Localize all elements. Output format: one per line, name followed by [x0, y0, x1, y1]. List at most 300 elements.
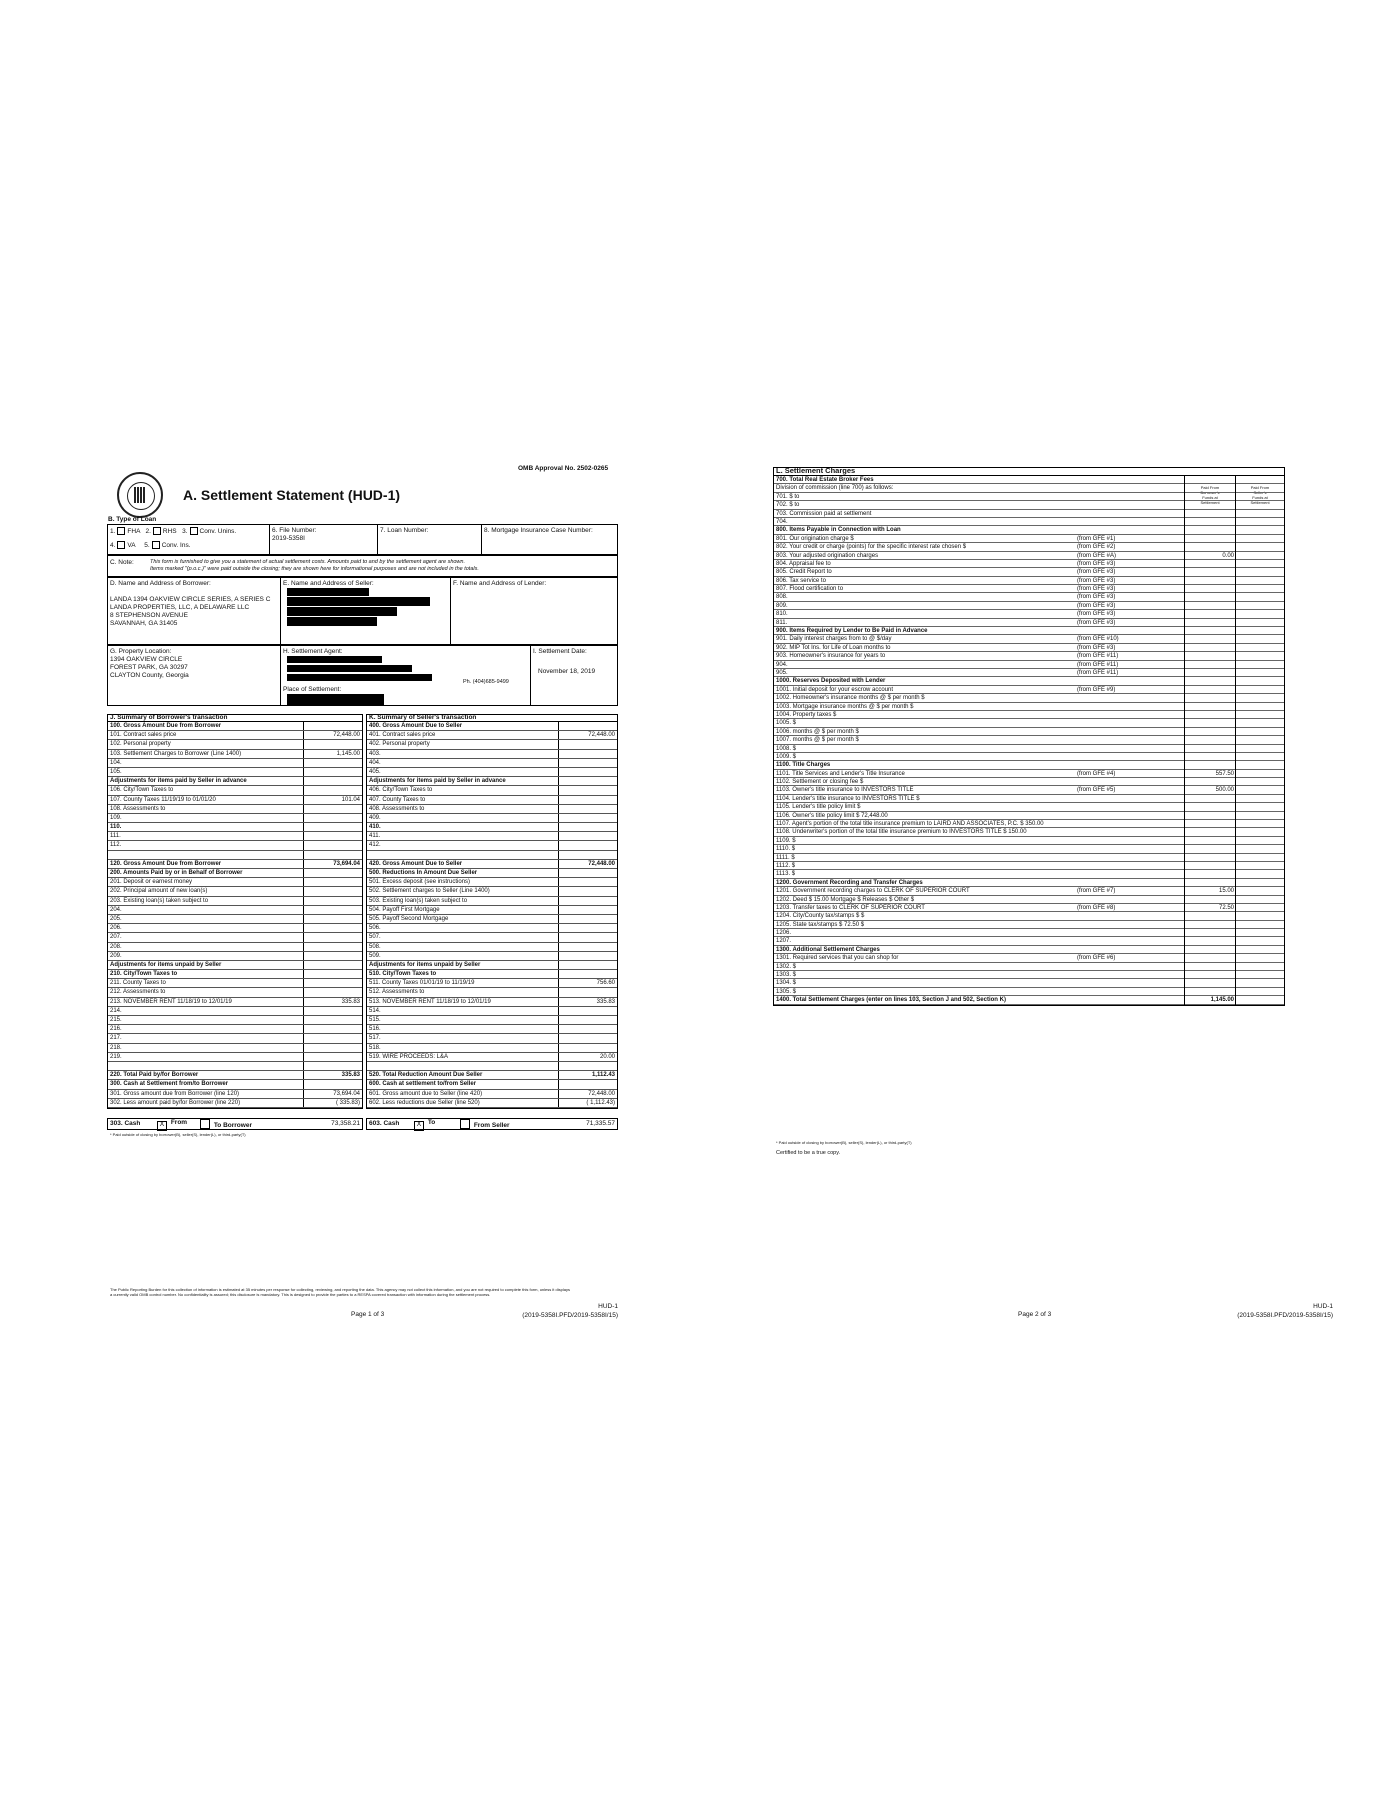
column-divider — [1184, 761, 1185, 769]
seller-summary-row-label: Adjustments for items unpaid by Seller — [369, 961, 481, 968]
column-divider — [1235, 820, 1236, 828]
borrower-summary-row-label: 112. — [110, 842, 122, 849]
charge-label: 1303. $ — [776, 972, 797, 979]
amount-column-divider — [558, 943, 559, 951]
gfe-reference: (from GFE #5) — [1077, 787, 1116, 794]
column-divider — [1235, 870, 1236, 878]
amount-column-divider — [303, 897, 304, 905]
borrower-summary-row-amount: 335.83 — [341, 998, 360, 1005]
charge-label: 802. Your credit or charge (points) for the specific interest rate chosen $ — [776, 544, 967, 551]
seller-summary-table — [366, 722, 618, 1109]
amount-column-divider — [303, 841, 304, 849]
column-divider — [1184, 619, 1185, 627]
cash-303-to-borrower-checkbox[interactable] — [200, 1119, 210, 1129]
column-divider — [1235, 484, 1236, 492]
settlement-charge-row — [774, 619, 1284, 627]
seller-summary-row-label: 518. — [369, 1044, 381, 1051]
cash-603-to-checkbox[interactable]: X — [414, 1121, 424, 1131]
settlement-charge-row — [774, 686, 1284, 694]
settlement-charge-row — [774, 971, 1284, 979]
charge-label: 1001. Initial deposit for your escrow account — [776, 686, 894, 693]
gfe-reference: (from GFE #3) — [1077, 644, 1116, 651]
borrower-summary-row-label: 211. County Taxes to — [110, 980, 166, 987]
seller-summary-row-label: Adjustments for items paid by Seller in advance — [369, 778, 506, 785]
borrower-amount: 72.50 — [1218, 904, 1234, 911]
seller-summary-row-label: 512. Assessments to — [369, 989, 425, 996]
seller-summary-row-label: 505. Payoff Second Mortgage — [369, 915, 449, 922]
fha-checkbox[interactable] — [117, 527, 125, 535]
column-divider — [1184, 828, 1185, 836]
borrower-summary-row-label: 102. Personal property — [110, 741, 171, 748]
settlement-charge-row — [774, 627, 1284, 635]
column-divider — [1184, 820, 1185, 828]
borrower-amount: 557.50 — [1215, 770, 1234, 777]
column-divider — [1184, 526, 1185, 534]
borrower-summary-row-amount: 335.83 — [341, 1072, 360, 1079]
seller-summary-row-label: 600. Cash at settlement to/from Seller — [369, 1081, 477, 1088]
borrower-summary-row-label: 201. Deposit or earnest money — [110, 879, 193, 886]
charge-label: 1207. — [776, 938, 792, 945]
borrower-summary-row-label: 205. — [110, 915, 122, 922]
seller-summary-row-label: 410. — [369, 824, 381, 831]
charge-label: 1106. Owner's title policy limit $ 72,448.00 — [776, 812, 888, 819]
seller-summary-row — [367, 768, 617, 777]
charge-label: 1206. — [776, 930, 792, 937]
seller-summary-row — [367, 860, 617, 869]
settlement-charge-row — [774, 694, 1284, 702]
mortgage-case-label: 8. Mortgage Insurance Case Number: — [484, 527, 593, 534]
amount-column-divider — [303, 952, 304, 960]
settlement-charge-row — [774, 518, 1284, 526]
borrower-summary-row-label: 104. — [110, 759, 122, 766]
column-divider — [1235, 568, 1236, 576]
seller-redaction-1 — [287, 588, 369, 596]
seller-summary-row — [367, 1016, 617, 1025]
cash-303-from-group: X From — [155, 1119, 187, 1131]
l-section-title: L. Settlement Charges — [776, 466, 856, 475]
seller-summary-row-label: 513. NOVEMBER RENT 11/18/19 to 12/01/19 — [369, 998, 491, 1005]
borrower-summary-row-label: Adjustments for items paid by Seller in advance — [110, 778, 247, 785]
seller-summary-row-label: 502. Settlement charges to Seller (Line 1400) — [369, 888, 490, 895]
charge-label: Division of commission (line 700) as follows: — [776, 485, 894, 492]
charge-label: 1203. Transfer taxes to CLERK OF SUPERIOR COURT — [776, 904, 925, 911]
borrower-summary-row-label: 106. City/Town Taxes to — [110, 787, 174, 794]
amount-column-divider — [303, 796, 304, 804]
page1-footnote: * Paid outside of closing by borrower(B), seller(S), lender(L), or third-party(T) — [110, 1132, 246, 1137]
settlement-charge-row — [774, 921, 1284, 929]
column-divider — [1184, 786, 1185, 794]
amount-column-divider — [558, 1034, 559, 1042]
borrower-summary-row-label: 302. Less amount paid by/for Borrower (line 220) — [110, 1099, 241, 1106]
borrower-summary-row — [108, 933, 362, 942]
column-divider — [1235, 501, 1236, 509]
cash-603-from-seller-checkbox[interactable] — [460, 1119, 470, 1129]
borrower-summary-row-label: 107. County Taxes 11/19/19 to 01/01/20 — [110, 796, 216, 803]
charge-label: 905. — [776, 669, 788, 676]
seller-summary-row-label: 412. — [369, 842, 381, 849]
borrower-summary-row — [108, 1099, 362, 1108]
column-divider — [1235, 912, 1236, 920]
column-divider — [1184, 904, 1185, 912]
amount-column-divider — [558, 731, 559, 739]
column-divider — [1235, 535, 1236, 543]
charge-label: 703. Commission paid at settlement — [776, 510, 872, 517]
cash-603-label: 603. Cash — [369, 1120, 400, 1127]
charge-label: 803. Your adjusted origination charges — [776, 552, 879, 559]
charge-label: 704. — [776, 518, 788, 525]
borrower-line-1: LANDA 1394 OAKVIEW CIRCLE SERIES, A SERIES C — [110, 596, 271, 603]
column-divider — [1235, 979, 1236, 987]
borrower-summary-row-amount: 73,694.04 — [333, 860, 360, 867]
borrower-summary-row-amount: 72,448.00 — [333, 732, 360, 739]
amount-column-divider — [558, 961, 559, 969]
borrower-summary-row-label: 103. Settlement Charges to Borrower (Line 1400) — [110, 750, 242, 757]
seller-summary-row-label: 514. — [369, 1007, 381, 1014]
page2-footnote: * Paid outside of closing by borrower(B), seller(S), lender(L), or third-party(T) — [776, 1140, 912, 1145]
amount-column-divider — [303, 1016, 304, 1024]
borrower-summary-row-label: 215. — [110, 1017, 122, 1023]
gfe-reference: (from GFE #A) — [1077, 552, 1117, 559]
charge-label: 810. — [776, 611, 788, 618]
seller-summary-row-amount: ( 1,112.43) — [586, 1099, 615, 1106]
seller-summary-row-label: 508. — [369, 943, 381, 950]
settlement-charge-row — [774, 719, 1284, 727]
column-divider — [1235, 585, 1236, 593]
settlement-date-label: I. Settlement Date: — [533, 648, 587, 655]
seller-summary-row-label: 602. Less reductions due Seller (line 520) — [369, 1099, 480, 1106]
va-checkbox[interactable] — [117, 541, 125, 549]
amount-column-divider — [558, 759, 559, 767]
borrower-summary-row-label: 214. — [110, 1007, 122, 1014]
amount-column-divider — [558, 750, 559, 758]
hud-seal-logo — [117, 472, 163, 518]
amount-column-divider — [558, 1062, 559, 1070]
borrower-amount: 500.00 — [1215, 787, 1234, 794]
seller-redaction-4 — [287, 617, 377, 626]
form-ref-1: (2019-5358I.PFD/2019-5358I/15) — [522, 1312, 618, 1319]
burden-statement: The Public Reporting Burden for this collection of information is estimated at 35 minutes per response for collecting, reviewing, and reporting the data. This agency may not collect this information, and you are not required to complete this form, unless it displays — [110, 1287, 570, 1292]
column-divider — [1184, 602, 1185, 610]
column-divider — [1235, 837, 1236, 845]
amount-column-divider — [303, 759, 304, 767]
amount-column-divider — [558, 796, 559, 804]
borrower-summary-row — [108, 1034, 362, 1043]
borrower-summary-row-label: Adjustments for items unpaid by Seller — [110, 961, 222, 968]
column-divider — [1235, 862, 1236, 870]
loan-type-row-1: 1. FHA 2. RHS 3. Conv. Unins. — [110, 528, 237, 535]
seller-summary-row-label: 409. — [369, 814, 381, 821]
amount-column-divider — [558, 897, 559, 905]
page-number-2: Page 2 of 3 — [1018, 1311, 1052, 1318]
settlement-charge-row — [774, 820, 1284, 828]
column-divider — [1235, 896, 1236, 904]
seller-summary-row-label: 601. Gross amount due to Seller (line 420) — [369, 1090, 483, 1097]
column-divider — [1184, 501, 1185, 509]
column-divider — [1235, 803, 1236, 811]
amount-column-divider — [558, 998, 559, 1006]
column-divider — [1184, 703, 1185, 711]
charge-label: 700. Total Real Estate Broker Fees — [776, 477, 874, 483]
column-divider — [1235, 946, 1236, 954]
amount-column-divider — [558, 1007, 559, 1015]
rhs-checkbox[interactable] — [153, 527, 161, 535]
column-divider — [1235, 812, 1236, 820]
amount-column-divider — [558, 1080, 559, 1088]
amount-column-divider — [303, 1099, 304, 1107]
settlement-charge-row — [774, 510, 1284, 518]
column-divider — [1184, 736, 1185, 744]
cash-303-from-checkbox[interactable]: X — [157, 1121, 167, 1131]
amount-column-divider — [303, 1090, 304, 1098]
borrower-summary-row-label: 300. Cash at Settlement from/to Borrower — [110, 1081, 229, 1088]
amount-column-divider — [558, 805, 559, 813]
seller-redaction-2 — [287, 597, 430, 606]
column-divider — [1184, 996, 1185, 1004]
charge-label: 800. Items Payable in Connection with Loan — [776, 527, 901, 534]
borrower-summary-row — [108, 924, 362, 933]
settlement-charge-row — [774, 912, 1284, 920]
borrower-line-3: 8 STEPHENSON AVENUE — [110, 612, 188, 619]
borrower-summary-row-label: 301. Gross amount due from Borrower (line 120) — [110, 1090, 240, 1097]
column-divider — [1184, 661, 1185, 669]
column-divider — [1184, 870, 1185, 878]
seller-summary-row — [367, 759, 617, 768]
charge-label: 1300. Additional Settlement Charges — [776, 946, 880, 953]
settlement-charge-row — [774, 979, 1284, 987]
amount-column-divider — [303, 1062, 304, 1070]
column-divider — [1235, 887, 1236, 895]
seller-summary-row — [367, 814, 617, 823]
column-divider — [1184, 728, 1185, 736]
settlement-charge-row — [774, 988, 1284, 996]
settlement-charge-row — [774, 644, 1284, 652]
column-divider — [1184, 694, 1185, 702]
settlement-charge-row — [774, 845, 1284, 853]
column-divider — [1235, 627, 1236, 635]
seller-summary-row — [367, 878, 617, 887]
burden-statement-2: a currently valid OMB control number. No confidentiality is assured; this disclosure is mandatory. This is designed to provide the parties to a RESPA covered transaction with information during the settlement process. — [110, 1292, 491, 1297]
settlement-charge-row — [774, 610, 1284, 618]
seller-summary-row-label: 400. Gross Amount Due to Seller — [369, 723, 463, 729]
seller-summary-row — [367, 823, 617, 832]
settlement-charge-row — [774, 711, 1284, 719]
borrower-summary-row-label: 111. — [110, 833, 121, 840]
column-divider — [1184, 535, 1185, 543]
charge-label: 1104. Lender's title insurance to INVESTORS TITLE $ — [776, 795, 920, 802]
charge-label: 1109. $ — [776, 837, 796, 844]
settlement-charges-table — [773, 476, 1285, 1006]
page-title: A. Settlement Statement (HUD-1) — [183, 487, 401, 503]
charge-label: 1004. Property taxes $ — [776, 711, 837, 718]
borrower-summary-row — [108, 1062, 362, 1071]
gfe-reference: (from GFE #3) — [1077, 586, 1116, 593]
borrower-summary-row — [108, 777, 362, 786]
amount-column-divider — [303, 1080, 304, 1088]
amount-column-divider — [303, 777, 304, 785]
settlement-charge-row — [774, 493, 1284, 501]
column-divider — [1184, 854, 1185, 862]
conv-unins-checkbox[interactable] — [190, 527, 198, 535]
amount-column-divider — [303, 1034, 304, 1042]
charge-label: 1201. Government recording charges to CLERK OF SUPERIOR COURT — [776, 888, 970, 895]
settlement-charge-row — [774, 577, 1284, 585]
borrower-summary-row — [108, 970, 362, 979]
charge-label: 1103. Owner's title insurance to INVESTORS TITLE — [776, 787, 914, 794]
settlement-charge-row — [774, 946, 1284, 954]
borrower-summary-row — [108, 1071, 362, 1080]
settlement-charge-row — [774, 728, 1284, 736]
seller-summary-row-label: 520. Total Reduction Amount Due Seller — [369, 1072, 483, 1079]
column-divider — [1235, 652, 1236, 660]
agent-redaction-3 — [287, 674, 432, 681]
column-divider — [1184, 963, 1185, 971]
charge-label: 1006. months @ $ per month $ — [776, 728, 859, 735]
amount-column-divider — [558, 722, 559, 730]
column-divider — [1184, 644, 1185, 652]
j-header: J. Summary of Borrower's transaction — [110, 714, 228, 721]
amount-column-divider — [303, 924, 304, 932]
seller-summary-row — [367, 796, 617, 805]
gfe-reference: (from GFE #8) — [1077, 904, 1116, 911]
column-divider — [1235, 703, 1236, 711]
type-of-loan-label: B. Type of Loan — [108, 516, 157, 523]
seller-summary-row — [367, 1071, 617, 1080]
note-label: C. Note: — [110, 559, 134, 566]
amount-column-divider — [303, 961, 304, 969]
column-divider — [1235, 619, 1236, 627]
gfe-reference: (from GFE #3) — [1077, 577, 1116, 584]
gfe-reference: (from GFE #1) — [1077, 535, 1116, 542]
seller-summary-row-label: 510. City/Town Taxes to — [369, 971, 437, 978]
column-divider — [1184, 669, 1185, 677]
column-divider — [1235, 669, 1236, 677]
borrower-summary-row-label: 109. — [110, 814, 122, 821]
seller-summary-row-label: 515. — [369, 1017, 381, 1023]
settlement-charge-row — [774, 745, 1284, 753]
amount-column-divider — [558, 814, 559, 822]
property-label: G. Property Location: — [110, 648, 172, 655]
borrower-summary-row — [108, 998, 362, 1007]
conv-ins-checkbox[interactable] — [152, 541, 160, 549]
column-divider — [1235, 761, 1236, 769]
column-divider — [1184, 887, 1185, 895]
column-divider — [1235, 786, 1236, 794]
charge-label: 1204. City/County tax/stamps $ $ — [776, 913, 865, 920]
charge-label: 1301. Required services that you can shop for — [776, 955, 899, 962]
seller-redaction-3 — [287, 607, 397, 616]
borrower-summary-row — [108, 979, 362, 988]
property-line-2: FOREST PARK, GA 30297 — [110, 664, 188, 671]
borrower-summary-row — [108, 740, 362, 749]
gfe-reference: (from GFE #11) — [1077, 653, 1119, 660]
charge-label: 702. $ to — [776, 502, 800, 509]
form-id-2: HUD-1 — [1313, 1303, 1333, 1310]
amount-column-divider — [558, 1071, 559, 1079]
borrower-summary-row-label: 120. Gross Amount Due from Borrower — [110, 860, 222, 867]
amount-column-divider — [303, 878, 304, 886]
charge-label: 1108. Underwriter's portion of the total title insurance premium to INVESTORS TITLE $ 150.00 — [776, 829, 1027, 836]
settlement-charge-row — [774, 837, 1284, 845]
borrower-amount: 15.00 — [1218, 888, 1234, 895]
amount-column-divider — [558, 786, 559, 794]
settlement-charge-row — [774, 812, 1284, 820]
amount-column-divider — [303, 1044, 304, 1052]
seller-summary-row-label: 406. City/Town Taxes to — [369, 787, 433, 794]
settlement-charge-row — [774, 828, 1284, 836]
amount-column-divider — [558, 979, 559, 987]
amount-column-divider — [558, 970, 559, 978]
lender-label: F. Name and Address of Lender: — [453, 580, 547, 587]
borrower-summary-row — [108, 759, 362, 768]
k-header: K. Summary of Seller's transaction — [369, 714, 477, 721]
column-divider — [1235, 795, 1236, 803]
borrower-summary-row — [108, 943, 362, 952]
charge-label: 1305. $ — [776, 988, 797, 995]
column-divider — [1235, 552, 1236, 560]
seller-summary-row-label: 403. — [369, 750, 381, 757]
note-text-2: Items marked "(p.o.c.)" were paid outside the closing; they are shown here for informational purposes and are not included in the totals. — [150, 566, 479, 572]
borrower-summary-row-label: 213. NOVEMBER RENT 11/18/19 to 12/01/19 — [110, 998, 232, 1005]
charge-label: 1107. Agent's portion of the total title insurance premium to LAIRD AND ASSOCIATES, P.C. $ 350.00 — [776, 821, 1044, 828]
borrower-summary-row-label: 110. — [110, 824, 122, 831]
file-number: 2019-5358I — [272, 535, 305, 542]
amount-column-divider — [558, 869, 559, 877]
amount-column-divider — [558, 915, 559, 923]
seller-summary-row-amount: 335.83 — [596, 998, 615, 1005]
charge-label: 806. Tax service to — [776, 577, 826, 584]
amount-column-divider — [558, 988, 559, 996]
amount-column-divider — [558, 860, 559, 868]
settlement-charge-row — [774, 937, 1284, 945]
column-divider — [1235, 845, 1236, 853]
borrower-summary-row — [108, 988, 362, 997]
seller-summary-row — [367, 1053, 617, 1062]
column-divider — [1184, 862, 1185, 870]
seller-summary-row-label: 504. Payoff First Mortgage — [369, 906, 440, 913]
gfe-reference: (from GFE #3) — [1077, 602, 1116, 609]
column-divider — [1184, 711, 1185, 719]
amount-column-divider — [558, 952, 559, 960]
settlement-charge-row — [774, 484, 1284, 492]
loan-number-label: 7. Loan Number: — [380, 527, 429, 534]
borrower-summary-row — [108, 786, 362, 795]
seller-summary-row-label: 411. — [369, 833, 381, 840]
settlement-charge-row — [774, 501, 1284, 509]
form-id-1: HUD-1 — [598, 1303, 618, 1310]
amount-column-divider — [303, 823, 304, 831]
column-divider — [1184, 753, 1185, 761]
amount-column-divider — [558, 740, 559, 748]
place-redaction — [287, 694, 384, 705]
amount-column-divider — [303, 869, 304, 877]
column-divider — [1184, 518, 1185, 526]
seller-summary-row — [367, 777, 617, 786]
gfe-reference: (from GFE #3) — [1077, 569, 1116, 576]
charge-label: 1009. $ — [776, 753, 797, 760]
settlement-charge-row — [774, 736, 1284, 744]
column-divider — [1235, 518, 1236, 526]
seller-summary-row — [367, 722, 617, 731]
borrower-summary-row-label: 206. — [110, 925, 122, 932]
borrower-summary-row-label: 200. Amounts Paid by or in Behalf of Borrower — [110, 870, 243, 876]
charge-label: 1003. Mortgage insurance months @ $ per month $ — [776, 703, 914, 710]
amount-column-divider — [303, 740, 304, 748]
settlement-charge-row — [774, 593, 1284, 601]
settlement-charge-row — [774, 753, 1284, 761]
borrower-summary-row-label: 203. Existing loan(s) taken subject to — [110, 897, 209, 904]
column-divider — [1235, 954, 1236, 962]
settlement-charge-row — [774, 761, 1284, 769]
